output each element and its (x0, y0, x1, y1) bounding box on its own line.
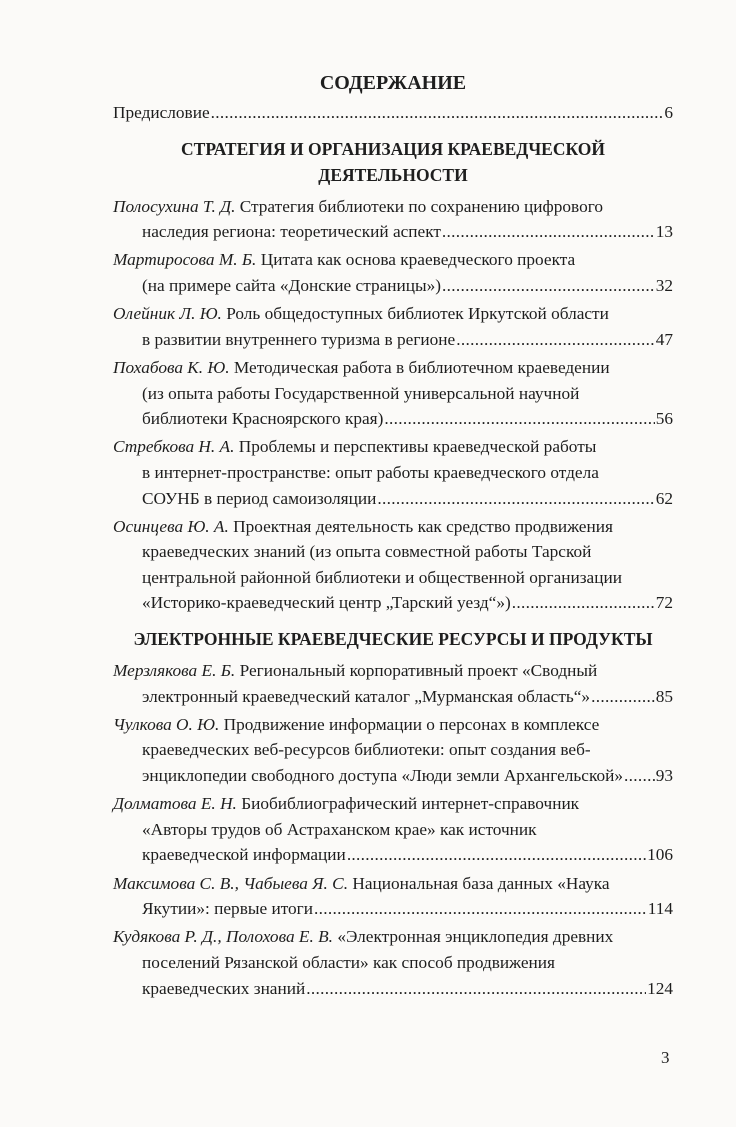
entry-title-text: поселений Рязанской области» как способ продвижения (142, 952, 555, 972)
dot-leader (591, 684, 655, 710)
toc-entry (113, 712, 673, 789)
entry-page: 6 (664, 103, 673, 122)
entry-line (113, 194, 673, 220)
table-of-contents (113, 70, 673, 1001)
entry-line (113, 486, 673, 512)
entry-line (113, 658, 673, 684)
entry-author: Полосухина Т. Д. (113, 196, 236, 216)
entry-author: Максимова С. В., Чабыева Я. С. (113, 873, 349, 893)
entry-title-text: Региональный корпоративный проект «Сводный (239, 661, 598, 681)
entry-line (113, 355, 673, 381)
entry-title-text: Стратегия библиотеки по сохранению цифрового (239, 196, 604, 216)
entry-page: 72 (655, 593, 673, 613)
entry-line (113, 924, 673, 950)
toc-entry (113, 514, 673, 616)
entry-title: Предисловие (113, 103, 210, 122)
section-heading-line: СТРАТЕГИЯ И ОРГАНИЗАЦИЯ КРАЕВЕДЧЕСКОЙ (181, 138, 605, 159)
section-heading (113, 626, 673, 652)
toc-entry (113, 871, 673, 922)
toc-entry (113, 924, 673, 1001)
entry-author: Стребкова Н. А. (113, 437, 235, 457)
entry-title-text: Биобиблиографический интернет-справочник (241, 794, 580, 814)
entry-line (113, 539, 673, 565)
dot-leader (377, 486, 654, 512)
section-heading-line: ДЕЯТЕЛЬНОСТИ (318, 164, 468, 185)
entry-line (113, 842, 673, 868)
entry-page: 62 (655, 488, 673, 508)
dot-leader (456, 327, 654, 353)
entry-line (113, 406, 673, 432)
entry-line (113, 950, 673, 976)
entry-title-text: «Электронная энциклопедия древних (337, 927, 614, 947)
dot-leader (306, 976, 646, 1002)
entry-title-text: Национальная база данных «Наука (352, 873, 610, 893)
dot-leader (624, 763, 655, 789)
entry-title-text: «Историко-краеведческий центр „Тарский уезд“») (142, 593, 511, 613)
entry-title-text: центральной районной библиотеки и общественной организации (142, 567, 622, 587)
dot-leader (211, 100, 664, 126)
entry-line (113, 514, 673, 540)
section-heading (113, 136, 673, 188)
entry-title-text: в развитии внутреннего туризма в регионе (142, 329, 456, 349)
entry-page: 47 (655, 329, 673, 349)
entry-author: Похабова К. Ю. (113, 357, 230, 377)
entry-line (113, 460, 673, 486)
entry-author: Олейник Л. Ю. (113, 304, 222, 324)
entry-author: Кудякова Р. Д., Полохова Е. В. (113, 927, 333, 947)
entry-line (113, 712, 673, 738)
entry-author: Мартиросова М. Б. (113, 250, 257, 270)
entry-line (113, 590, 673, 616)
entry-title-text: энциклопедии свободного доступа «Люди земли Архангельской» (142, 766, 624, 786)
dot-leader (512, 590, 655, 616)
section-heading-line: ЭЛЕКТРОННЫЕ КРАЕВЕДЧЕСКИЕ РЕСУРСЫ И ПРОДУКТЫ (133, 629, 653, 650)
entry-title-text: (из опыта работы Государственной универсальной научной (142, 383, 580, 403)
entry-title-text: в интернет-пространстве: опыт работы краеведческого отдела (142, 462, 599, 482)
entry-author: Долматова Е. Н. (113, 794, 237, 814)
entry-author: Осинцева Ю. А. (113, 516, 229, 536)
entry-line (113, 763, 673, 789)
toc-entry (113, 791, 673, 868)
entry-title-text: Методическая работа в библиотечном краеведении (233, 357, 610, 377)
entry-title-text: Якутии»: первые итоги (142, 899, 313, 919)
entry-page: 13 (655, 222, 673, 242)
dot-leader (442, 219, 655, 245)
entry-line (113, 434, 673, 460)
entry-line (113, 896, 673, 922)
entry-title-text: наследия региона: теоретический аспект (142, 222, 441, 242)
entry-title-text: краеведческой информации (142, 845, 346, 865)
dot-leader (384, 406, 654, 432)
dot-leader (442, 273, 655, 299)
entry-title-text: краеведческих знаний (из опыта совместной работы Тарской (142, 542, 592, 562)
entry-page: 114 (647, 899, 673, 919)
entry-title-text: библиотеки Красноярского края) (142, 409, 384, 429)
entry-author: Мерзлякова Е. Б. (113, 661, 236, 681)
entry-title-text: краеведческих веб-ресурсов библиотеки: опыт создания веб- (142, 740, 591, 760)
page-number: 3 (661, 1048, 670, 1067)
entry-title-text: Проектная деятельность как средство продвижения (233, 516, 613, 536)
entry-line (113, 381, 673, 407)
entry-page: 85 (655, 686, 673, 706)
entry-line (113, 737, 673, 763)
toc-entry (113, 355, 673, 432)
entry-title-text: Проблемы и перспективы краеведческой работы (238, 437, 597, 457)
entry-line (113, 976, 673, 1002)
toc-entry (113, 658, 673, 709)
toc-entry (113, 301, 673, 352)
entry-title-text: краеведческих знаний (142, 978, 306, 998)
entry-title-text: Продвижение информации о персонах в комплексе (223, 714, 600, 734)
entry-line (113, 817, 673, 843)
entry-page: 93 (655, 766, 673, 786)
entry-line (113, 219, 673, 245)
entry-line (113, 247, 673, 273)
entry-line (113, 791, 673, 817)
entry-title-text: Цитата как основа краеведческого проекта (260, 250, 576, 270)
toc-entry (113, 194, 673, 245)
entry-line (113, 565, 673, 591)
entry-title-text: (на примере сайта «Донские страницы») (142, 275, 442, 295)
entry-page: 124 (647, 978, 673, 998)
dot-leader (314, 896, 647, 922)
entry-line (113, 301, 673, 327)
toc-entry (113, 247, 673, 298)
entry-title-text: электронный краеведческий каталог „Мурманская область“» (142, 686, 591, 706)
page-title: СОДЕРЖАНИЕ (319, 72, 467, 94)
entry-title-text: СОУНБ в период самоизоляции (142, 488, 377, 508)
entry-line (113, 684, 673, 710)
toc-entry (113, 434, 673, 511)
dot-leader (347, 842, 646, 868)
entry-line (113, 273, 673, 299)
entry-author: Чулкова О. Ю. (113, 714, 220, 734)
entry-title-text: «Авторы трудов об Астраханском крае» как источник (142, 819, 537, 839)
entry-page: 32 (655, 275, 673, 295)
entry-line (113, 871, 673, 897)
entry-line (113, 327, 673, 353)
entry-title-text: Роль общедоступных библиотек Иркутской области (226, 304, 609, 324)
entry-page: 106 (647, 845, 673, 865)
entry-page: 56 (655, 409, 673, 429)
toc-entry-preface (113, 100, 673, 126)
